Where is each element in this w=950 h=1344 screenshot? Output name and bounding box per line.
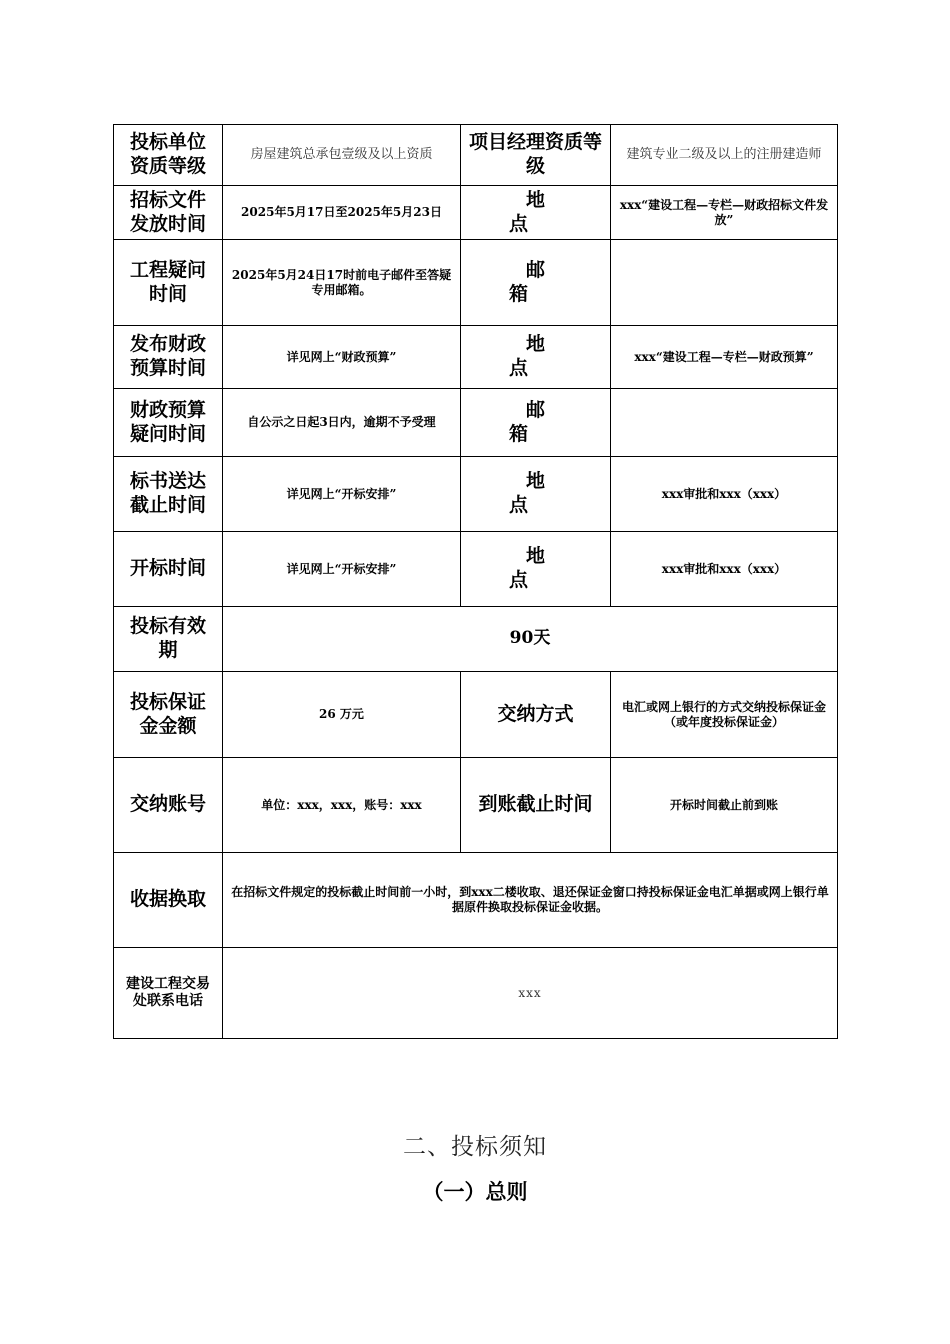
table-row — [114, 240, 838, 326]
value-doc-issue-time: 2025年5月17日至2025年5月23日 — [223, 186, 461, 240]
value-budget-location: xxx“建设工程—专栏—财政预算” — [611, 326, 838, 389]
value-budget-query-time: 自公示之日起3日内，逾期不予受理 — [223, 389, 461, 457]
table-row — [114, 853, 838, 948]
label-query-email: 邮 箱 — [461, 240, 611, 326]
table-row — [114, 457, 838, 532]
section-title: 二、投标须知 — [403, 1134, 547, 1160]
label-payment-account: 交纳账号 — [114, 758, 223, 853]
value-budget-publish-time: 详见网上“财政预算” — [223, 326, 461, 389]
label-bid-deadline: 标书送达截止时间 — [114, 457, 223, 532]
table-row — [114, 326, 838, 389]
value-budget-query-email — [611, 389, 838, 457]
table-row — [114, 607, 838, 672]
tender-info-table — [113, 124, 838, 1039]
value-query-email — [611, 240, 838, 326]
table-row — [114, 948, 838, 1039]
label-opening-location: 地 点 — [461, 532, 611, 607]
label-query-time: 工程疑问时间 — [114, 240, 223, 326]
value-doc-issue-location: xxx“建设工程—专栏—财政招标文件发放” — [611, 186, 838, 240]
value-receipt-exchange: 在招标文件规定的投标截止时间前一小时，到xxx二楼收取、退还保证金窗口持投标保证金电汇单据或网上银行单据原件换取投标保证金收据。 — [223, 853, 838, 948]
label-bond-amount: 投标保证金金额 — [114, 672, 223, 758]
value-bid-deadline: 详见网上“开标安排” — [223, 457, 461, 532]
value-opening-time: 详见网上“开标安排” — [223, 532, 461, 607]
table-row — [114, 389, 838, 457]
value-payment-account: 单位：xxx，xxx，账号：xxx — [223, 758, 461, 853]
label-contact-phone: 建设工程交易处联系电话 — [114, 948, 223, 1039]
label-receipt-exchange: 收据换取 — [114, 853, 223, 948]
label-pm-qualification: 项目经理资质等级 — [461, 125, 611, 186]
table-row — [114, 532, 838, 607]
value-validity-period: 90天 — [223, 607, 838, 672]
value-bid-deadline-location: xxx审批和xxx（xxx） — [611, 457, 838, 532]
table-row — [114, 672, 838, 758]
table-row — [114, 758, 838, 853]
label-bidder-qualification: 投标单位资质等级 — [114, 125, 223, 186]
table-row — [114, 125, 838, 186]
value-pm-qualification: 建筑专业二级及以上的注册建造师 — [611, 125, 838, 186]
value-bidder-qualification: 房屋建筑总承包壹级及以上资质 — [223, 125, 461, 186]
value-bond-amount: 26 万元 — [223, 672, 461, 758]
value-contact-phone: xxx — [223, 948, 838, 1039]
value-payment-method: 电汇或网上银行的方式交纳投标保证金（或年度投标保证金） — [611, 672, 838, 758]
label-budget-publish-time: 发布财政预算时间 — [114, 326, 223, 389]
label-validity-period: 投标有效期 — [114, 607, 223, 672]
label-budget-query-email: 邮 箱 — [461, 389, 611, 457]
value-arrival-deadline: 开标时间截止前到账 — [611, 758, 838, 853]
value-opening-location: xxx审批和xxx（xxx） — [611, 532, 838, 607]
value-query-time: 2025年5月24日17时前电子邮件至答疑专用邮箱。 — [223, 240, 461, 326]
table-row — [114, 186, 838, 240]
label-payment-method: 交纳方式 — [461, 672, 611, 758]
label-arrival-deadline: 到账截止时间 — [461, 758, 611, 853]
label-budget-location: 地 点 — [461, 326, 611, 389]
label-doc-issue-time: 招标文件发放时间 — [114, 186, 223, 240]
label-bid-deadline-location: 地 点 — [461, 457, 611, 532]
subsection-title: （一）总则 — [422, 1180, 528, 1204]
label-budget-query-time: 财政预算疑问时间 — [114, 389, 223, 457]
label-opening-time: 开标时间 — [114, 532, 223, 607]
label-doc-issue-location: 地 点 — [461, 186, 611, 240]
